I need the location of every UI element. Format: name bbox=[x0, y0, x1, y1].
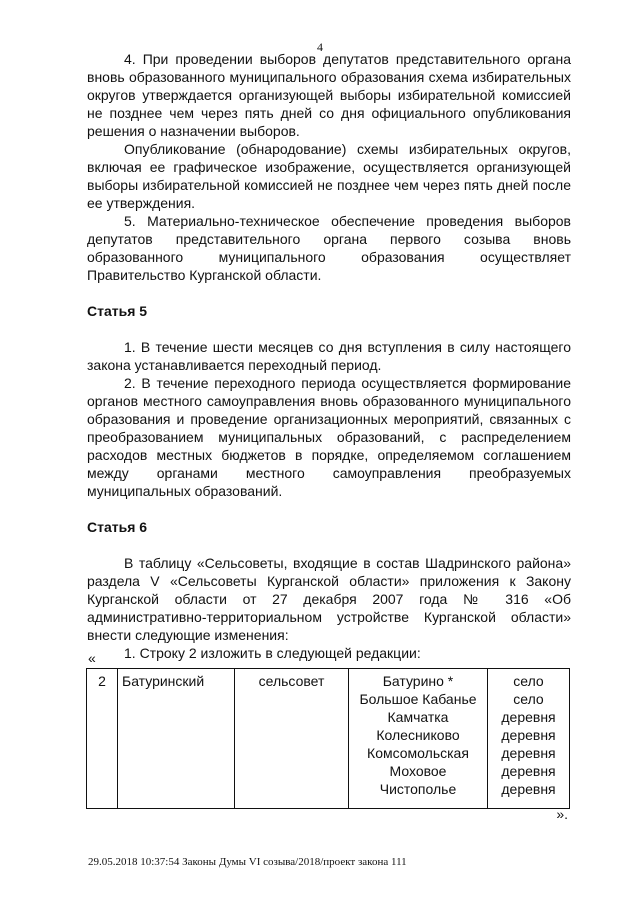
paragraph-item-4: 4. При проведении выборов депутатов представительного органа вновь образованного муниципального образования схема избирательных округов утверждается организующей выборы избирательной комиссией не позднее чем через пять дней со дня официального опубликования решения о назначении выборов. bbox=[87, 51, 571, 139]
locality-kind: село bbox=[513, 673, 544, 689]
locality-kind: село bbox=[513, 691, 544, 707]
localities-cell bbox=[349, 669, 488, 809]
locality-name: Чистополье bbox=[379, 781, 457, 797]
locality-kinds-cell bbox=[488, 669, 570, 809]
locality-name: Батурино * bbox=[382, 673, 454, 689]
closing-quote: ». bbox=[556, 806, 568, 822]
locality-kind: деревня bbox=[501, 781, 556, 797]
opening-quote: « bbox=[88, 650, 96, 666]
document-body bbox=[87, 50, 571, 662]
article-5-paragraph-1: 1. В течение шести месяцев со дня вступления в силу настоящего закона устанавливается переходный период. bbox=[87, 339, 571, 373]
article-6-heading: Статья 6 bbox=[87, 519, 148, 535]
article-5-paragraph-2: 2. В течение переходного периода осуществляется формирование органов местного самоуправления вновь образованного муниципального образования и проведение организационных мероприятий, связанных с преобразованием муниципальных образований, с распределением расходов местных бюджетов в порядке, определяемом соглашением между органами местного самоуправления преобразуемых муниципальных образований. bbox=[87, 375, 571, 499]
replacement-table bbox=[86, 668, 570, 809]
locality-kind: деревня bbox=[501, 745, 556, 761]
locality-name: Колесниково bbox=[376, 727, 460, 743]
table-row bbox=[87, 669, 570, 809]
paragraph-publication: Опубликование (обнародование) схемы избирательных округов, включая ее графическое изображение, осуществляется организующей выборы избирательной комиссией не позднее чем через пять дней после ее утверждения. bbox=[87, 141, 571, 211]
locality-kind: деревня bbox=[501, 709, 556, 725]
footer-file-stamp: 29.05.2018 10:37:54 Законы Думы VI созыва/2018/проект закона 111 bbox=[88, 856, 407, 868]
locality-name: Большое Кабанье bbox=[359, 691, 477, 707]
article-5-heading: Статья 5 bbox=[87, 303, 148, 319]
row-number-cell: 2 bbox=[87, 669, 118, 809]
locality-kind: деревня bbox=[501, 763, 556, 779]
locality-name: Моховое bbox=[389, 763, 447, 779]
article-6-paragraph-1: В таблицу «Сельсоветы, входящие в состав Шадринского района» раздела V «Сельсоветы Курганской области» приложения к Закону Курганской области от 27 декабря 2007 года № 316 «Об административно-территориальном устройстве Курганской области» внести следующие изменения: bbox=[87, 555, 571, 643]
locality-kind: деревня bbox=[501, 727, 556, 743]
page-number: 4 bbox=[317, 40, 323, 54]
paragraph-item-5: 5. Материально-техническое обеспечение проведения выборов депутатов представительного органа первого созыва вновь образованного муниципального образования осуществляет Правительство Курганской области. bbox=[87, 213, 571, 283]
locality-name: Камчатка bbox=[387, 709, 449, 725]
council-type-cell: сельсовет bbox=[235, 669, 349, 809]
locality-name: Комсомольская bbox=[367, 745, 469, 761]
council-name-cell: Батуринский bbox=[118, 669, 235, 809]
article-6-paragraph-2: 1. Строку 2 изложить в следующей редакции: bbox=[124, 645, 421, 661]
